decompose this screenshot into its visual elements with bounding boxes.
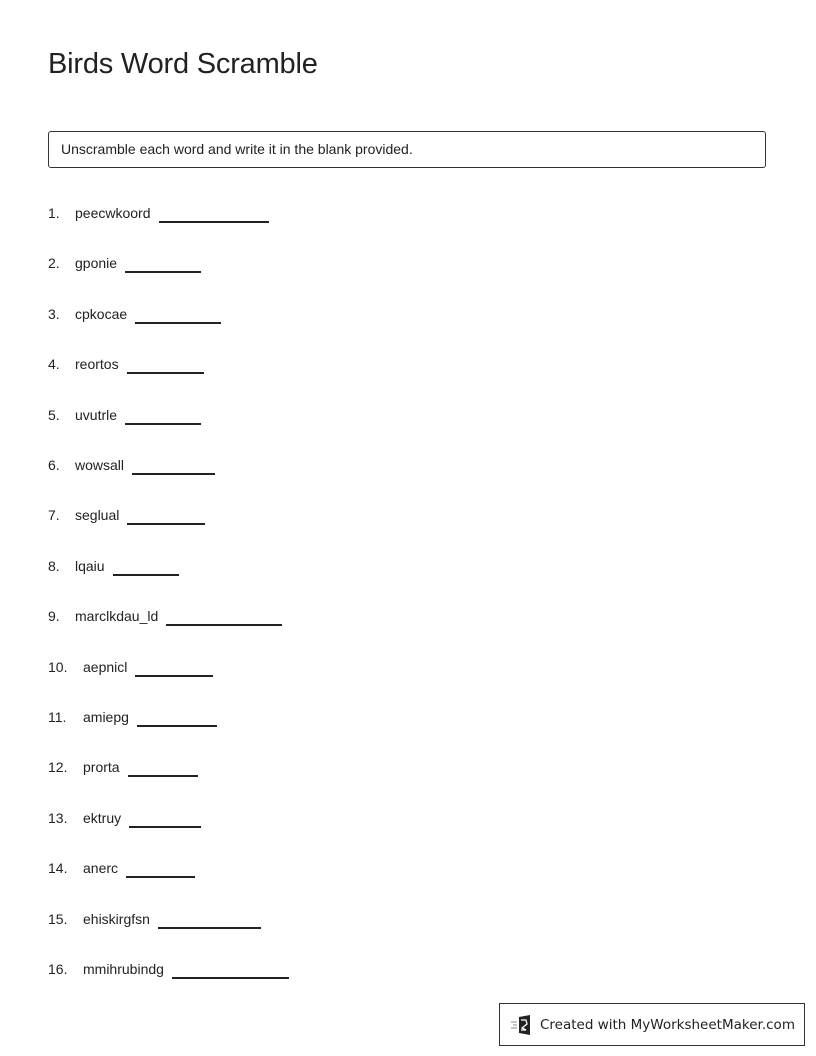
- scrambled-word: reortos: [75, 356, 119, 372]
- answer-blank[interactable]: [128, 775, 198, 777]
- answer-blank[interactable]: [135, 322, 221, 324]
- answer-blank[interactable]: [126, 876, 195, 878]
- item-number: 12.: [48, 759, 68, 775]
- scrambled-word: lqaiu: [75, 558, 105, 574]
- list-item: [48, 298, 221, 322]
- answer-blank[interactable]: [129, 826, 201, 828]
- answer-blank[interactable]: [166, 624, 282, 626]
- answer-blank[interactable]: [172, 977, 289, 979]
- scrambled-word: anerc: [83, 860, 119, 876]
- item-number: 15.: [48, 911, 68, 927]
- worksheet-maker-logo-icon: [510, 1014, 534, 1036]
- list-item: [48, 197, 269, 221]
- item-number: 7.: [48, 507, 60, 523]
- list-item: [48, 449, 215, 473]
- item-number: 10.: [48, 659, 68, 675]
- answer-blank[interactable]: [132, 473, 215, 475]
- item-number: 16.: [48, 961, 68, 977]
- list-item: [48, 399, 201, 423]
- item-number: 13.: [48, 810, 68, 826]
- list-item: [48, 600, 282, 624]
- page-title: Birds Word Scramble: [48, 48, 318, 80]
- list-item: [48, 348, 204, 372]
- item-number: 14.: [48, 860, 68, 876]
- item-number: 4.: [48, 356, 60, 372]
- list-item: [48, 651, 213, 675]
- scrambled-word: seglual: [75, 507, 120, 523]
- instructions-box: Unscramble each word and write it in the blank provided.: [48, 131, 766, 168]
- list-item: [48, 247, 201, 271]
- footer-text: Created with MyWorksheetMaker.com: [540, 1016, 795, 1033]
- scrambled-word: prorta: [83, 759, 120, 775]
- scrambled-word: peecwkoord: [75, 205, 151, 221]
- item-number: 3.: [48, 306, 60, 322]
- item-number: 6.: [48, 457, 60, 473]
- answer-blank[interactable]: [125, 423, 201, 425]
- answer-blank[interactable]: [113, 574, 179, 576]
- answer-blank[interactable]: [137, 725, 217, 727]
- list-item: [48, 802, 201, 826]
- scrambled-word: amiepg: [83, 709, 129, 725]
- answer-blank[interactable]: [158, 927, 261, 929]
- scrambled-word: marclkdau_ld: [75, 608, 159, 624]
- list-item: [48, 499, 205, 523]
- item-number: 11.: [48, 709, 67, 725]
- scrambled-word: cpkocae: [75, 306, 128, 322]
- scrambled-word: wowsall: [75, 457, 125, 473]
- footer-badge[interactable]: [499, 1003, 805, 1046]
- list-item: [48, 751, 198, 775]
- scrambled-word: mmihrubindg: [83, 961, 164, 977]
- list-item: [48, 852, 195, 876]
- answer-blank[interactable]: [159, 221, 269, 223]
- answer-blank[interactable]: [135, 675, 213, 677]
- answer-blank[interactable]: [125, 271, 201, 273]
- item-number: 8.: [48, 558, 60, 574]
- scrambled-word: uvutrle: [75, 407, 118, 423]
- item-number: 5.: [48, 407, 60, 423]
- item-number: 1.: [48, 205, 60, 221]
- item-number: 9.: [48, 608, 60, 624]
- scrambled-word: ektruy: [83, 810, 122, 826]
- scrambled-word: aepnicl: [83, 659, 128, 675]
- list-item: [48, 953, 289, 977]
- scrambled-word: gponie: [75, 255, 118, 271]
- list-item: [48, 903, 261, 927]
- answer-blank[interactable]: [127, 523, 205, 525]
- list-item: [48, 550, 179, 574]
- list-item: [48, 701, 217, 725]
- item-number: 2.: [48, 255, 60, 271]
- scrambled-word: ehiskirgfsn: [83, 911, 150, 927]
- answer-blank[interactable]: [127, 372, 204, 374]
